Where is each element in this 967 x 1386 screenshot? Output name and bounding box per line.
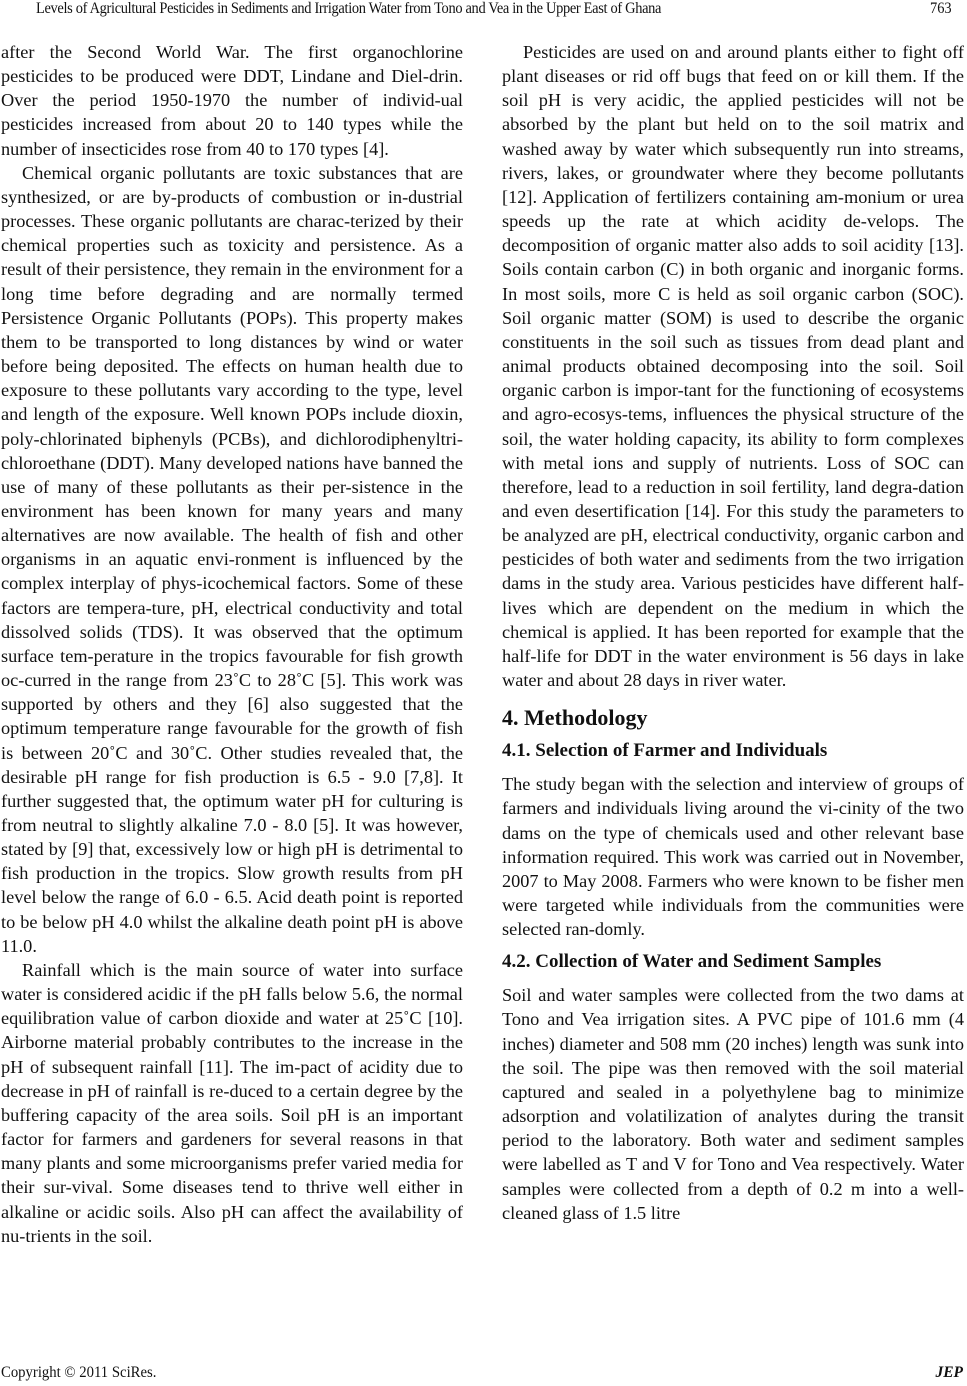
journal-abbreviation: JEP <box>935 1364 963 1381</box>
paragraph: Soil and water samples were collected from the two dams at Tono and Vea irrigation sites. A PVC pipe of 101.6 mm (4 inches) diameter and 508 mm (20 inches) length was sunk into the soil. The pipe was then removed with the soil material captured and sealed in a polyethylene bag to minimize adsorption and volatilization of analytes during the transit period to the laboratory. Both water and sediment samples were labelled as T and V for Tono and Vea respectively. Water samples were collected from a depth of 0.2 m into a well-cleaned glass of 1.5 litre <box>502 985 964 1223</box>
page-footer <box>0 1364 967 1386</box>
paragraph: Chemical organic pollutants are toxic substances that are synthesized, or are by-products of combustion or in-dustrial processes. These organic pollutants are charac-terized by their chemical properties such as toxicity and persistence. As a result of their persistence, they remain in the environment for a long time before degrading and are normally termed Persistence Organic Pollutants (POPs). This property makes them to be transported to long distances by wind or water before being deposited. The effects on human health due to exposure to these pollutants vary according to the type, level and length of the exposure. Well known POPs include dioxin, poly-chlorinated biphenyls (PCBs), and dichlorodiphenyltri-chloroethane (DDT). Many developed nations have banned the use of many of these pollutants as their per-sistence in the environment has been known for many years and many alternatives are now available. The health of fish and other organisms in an aquatic envi-ronment is influenced by the complex interplay of phys-icochemical factors. Some of these factors are tempera-ture, pH, electrical conductivity and total dissolved solids (TDS). It was observed that the optimum surface tem-perature in the tropics favourable for fish growth oc-curred in the range from 23˚C to 28˚C [5]. This work was supported by others and they [6] also suggested that the optimum temperature range favourable for the growth of fish is between 20˚C and 30˚C. Other studies revealed that, the desirable pH range for fish production is 6.5 - 9.0 [7,8]. It further suggested that, the optimum water pH for culturing is from neutral to slightly alkaline 7.0 - 8.0 [5]. It was however, stated by [9] that, excessively low or high pH is detrimental to fish production in the tropics. Slow growth results from pH level below the range of 6.0 - 6.5. Acid death point is reported to be below pH 4.0 whilst the alkaline death point pH is above 11.0. <box>1 162 463 956</box>
paragraph: The study began with the selection and interview of groups of farmers and individuals living around the vi-cinity of the two dams on the type of chemicals used and other relevant base information required. This work was carried out in November, 2007 to May 2008. Farmers who were known to be fisher men were targeted while individuals from the communities were selected ran-domly. <box>502 774 964 940</box>
paragraph: after the Second World War. The first organochlorine pesticides to be produced were DDT, Lindane and Diel-drin. Over the period 1950-1970 the number of individ-ual pesticides increased from about 20 to 140 types while the number of insecticides rose from 40 to 170 types [4]. <box>1 42 463 159</box>
copyright-notice: Copyright © 2011 SciRes. <box>1 1364 157 1381</box>
left-column <box>1 40 463 1248</box>
paragraph: Rainfall which is the main source of water into surface water is considered acidic if the pH falls below 5.6, the normal equilibration value of carbon dioxide and water at 25˚C [10]. Airborne material probably contributes to the increase in the pH of subsequent rainfall [11]. The im-pact of acidity due to decrease in pH of rainfall is re-duced to a certain degree by the buffering capacity of the area soils. Soil pH is an important factor for farmers and gardeners for several reasons in that many plants and some microorganisms prefer varied media for their sur-vival. Some diseases tend to thrive well either in alkaline or acidic soils. Also pH can affect the availability of nu-trients in the soil. <box>1 959 463 1246</box>
subsection-heading: 4.1. Selection of Farmer and Individuals <box>502 740 828 762</box>
running-title: Levels of Agricultural Pesticides in Sediments and Irrigation Water from Tono and Vea in the Upper East of Ghana <box>36 0 662 17</box>
running-header <box>0 0 967 24</box>
paragraph: Pesticides are used on and around plants either to fight off plant diseases or rid off bugs that feed on or kill them. If the soil pH is very acidic, the applied pesticides will not be absorbed by the plant but held on to the soil matrix and washed away by water which subsequently run into streams, rivers, lakes, or groundwater where they become pollutants [12]. Application of fertilizers containing am-monium or urea speeds up the rate at which acidity de-velops. The decomposition of organic matter also adds to soil acidity [13]. Soils contain carbon (C) in both organic and inorganic forms. In most soils, more C is held as soil organic carbon (SOC). Soil organic matter (SOM) is used to describe the organic constituents in the soil such as tissues from dead plant and animal products obtained decomposing into the soil. Soil organic carbon is impor-tant for the functioning of ecosystems and agro-ecosys-tems, influences the physical structure of the soil, the water holding capacity, its ability to form complexes with metal ions and supply of nutrients. Loss of SOC can therefore, lead to a reduction in soil fertility, land degra-dation and even desertification [14]. For this study the parameters to be analyzed are pH, electrical conductivity, organic carbon and pesticides of both water and sediments from the two irrigation dams in the study area. Various pesticides have different half-lives which are dependent on the medium in which the chemical is applied. It has been reported for example that the half-life for DDT in the water environment is 56 days in lake water and about 28 days in river water. <box>502 42 964 691</box>
right-column <box>502 40 964 1225</box>
section-heading: 4. Methodology <box>502 705 648 731</box>
subsection-heading: 4.2. Collection of Water and Sediment Samples <box>502 951 882 973</box>
page-number: 763 <box>930 0 952 17</box>
